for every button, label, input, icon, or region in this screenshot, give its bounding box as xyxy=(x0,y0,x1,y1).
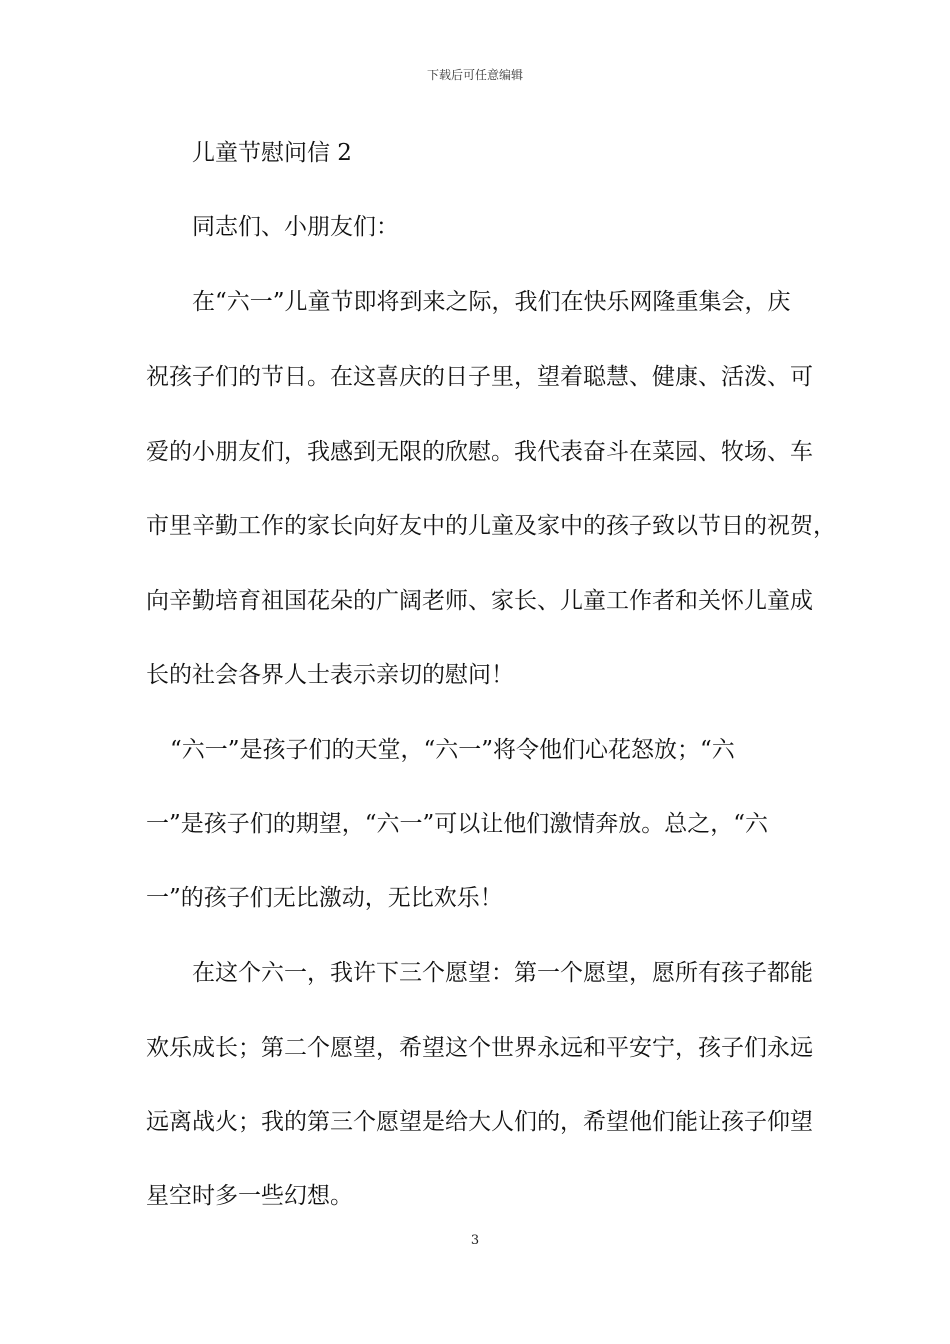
paragraph-1-line-2: 祝孩子们的节日。在这喜庆的日子里，望着聪慧、健康、活泼、可 xyxy=(146,364,813,390)
paragraph-1-line-1: 在“六一”儿童节即将到来之际，我们在快乐网隆重集会，庆 xyxy=(192,289,791,315)
paragraph-1-line-3: 爱的小朋友们，我感到无限的欣慰。我代表奋斗在菜园、牧场、车 xyxy=(146,439,813,465)
paragraph-3-line-4: 星空时多一些幻想。 xyxy=(146,1183,353,1209)
page-number: 3 xyxy=(470,1233,480,1248)
page-header: 下载后可任意编辑 xyxy=(426,68,523,82)
paragraph-1-line-4: 市里辛勤工作的家长向好友中的儿童及家中的孩子致以节日的祝贺， xyxy=(146,513,836,539)
paragraph-1-line-5: 向辛勤培育祖国花朵的广阔老师、家长、儿童工作者和关怀儿童成 xyxy=(146,588,813,614)
paragraph-2-line-2: 一”是孩子们的期望，“六一”可以让他们激情奔放。总之，“六 xyxy=(146,811,769,837)
paragraph-3-line-2: 欢乐成长；第二个愿望，希望这个世界永远和平安宁，孩子们永远 xyxy=(146,1035,813,1061)
paragraph-2-line-3: 一”的孩子们无比激动，无比欢乐！ xyxy=(146,885,503,911)
paragraph-3-line-3: 远离战火；我的第三个愿望是给大人们的，希望他们能让孩子仰望 xyxy=(146,1109,813,1135)
salutation: 同志们、小朋友们： xyxy=(192,214,399,240)
document-title: 儿童节慰问信 2 xyxy=(192,140,352,166)
paragraph-3-line-1: 在这个六一，我许下三个愿望：第一个愿望，愿所有孩子都能 xyxy=(192,960,813,986)
paragraph-1-line-6: 长的社会各界人士表示亲切的慰问！ xyxy=(146,662,514,688)
paragraph-2-line-1: “六一”是孩子们的天堂，“六一”将令他们心花怒放；“六 xyxy=(170,737,735,763)
